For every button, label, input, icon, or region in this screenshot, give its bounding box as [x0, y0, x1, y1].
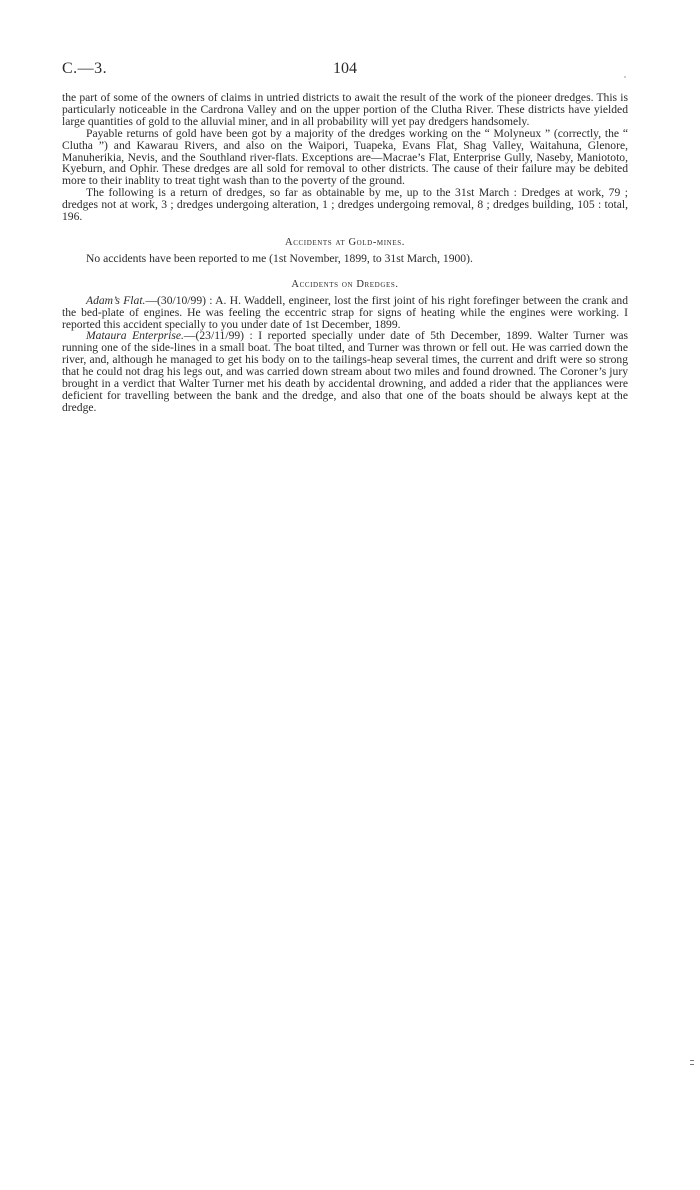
accident-dredge-name: Adam’s Flat. — [86, 293, 146, 307]
binding-edge-mark — [690, 1060, 694, 1070]
page-number: 104 — [333, 60, 357, 77]
accident-entry — [62, 295, 628, 331]
heading-accidents-gold-mines: Accidents at Gold-mines. — [285, 236, 405, 248]
body-text — [62, 92, 628, 414]
paragraph-no-accidents: No accidents have been reported to me (1st November, 1899, to 31st March, 1900). — [86, 251, 473, 265]
document-code: C.—3. — [62, 60, 108, 77]
page-header — [62, 60, 628, 84]
accident-dredge-name: Mataura Enterprise. — [86, 329, 184, 343]
accident-description: —(23/11/99) : I reported specially under date of 5th December, 1899. Walter Turner was running one of the side-lines in a small boat. The boat tilted, and Turner was thrown or fell out. He was carried down the river, and, although he managed to get his body on to the tailings-heap several times, the current and drift were so strong that he could not drag his legs out, and was carried down stream about two miles and found drowned. The Coroner’s jury brought in a verdict that Walter Turner met his death by accidental drowning, and added a rider that the appliances were deficient for travelling between the bank and the dredge, and also that one of the boats should be always kept at the dredge. — [62, 329, 628, 414]
accident-description: —(30/10/99) : A. H. Waddell, engineer, lost the first joint of his right forefinger between the crank and the bed-plate of engines. He was feeling the eccentric strap for signs of heating while the engines were working. I reported this accident specially to you under date of 1st December, 1899. — [62, 293, 628, 331]
print-speck — [624, 76, 626, 78]
paragraph-payable-returns: Payable returns of gold have been got by a majority of the dredges working on the “ Molyneux ” (correctly, the “ Clutha ”) and Kawarau Rivers, and also on the Waipori, Tuapeka, Evans Flat, Shag Valley, Waitahuna, Glenore, Manuherikia, Nevis, and the Southland river-flats. Exceptions are—Macrae’s Flat, Enterprise Gully, Naseby, Maniototo, Kyeburn, and Ophir. These dredges are all sold for removal to other districts. The cause of their failure may be debited more to their inablity to treat tight wash than to the poverty of the ground. — [62, 126, 628, 188]
paragraph-dredge-return: The following is a return of dredges, so far as obtainable by me, up to the 31st March : Dredges at work, 79 ; dredges not at work, 3 ; dredges undergoing alteration, 1 ; dredges undergoing removal, 8 ; dredges building, 105 : total, 196. — [62, 186, 628, 224]
accident-entry — [62, 330, 628, 413]
heading-accidents-dredges: Accidents on Dredges. — [291, 278, 399, 290]
paragraph-continued: the part of some of the owners of claims in untried districts to await the result of the work of the pioneer dredges. This is particularly noticeable in the Cardrona Valley and on the upper portion of the Clutha River. These districts have yielded large quantities of gold to the alluvial miner, and in all probability will yet pay dredgers handsomely. — [62, 91, 628, 128]
